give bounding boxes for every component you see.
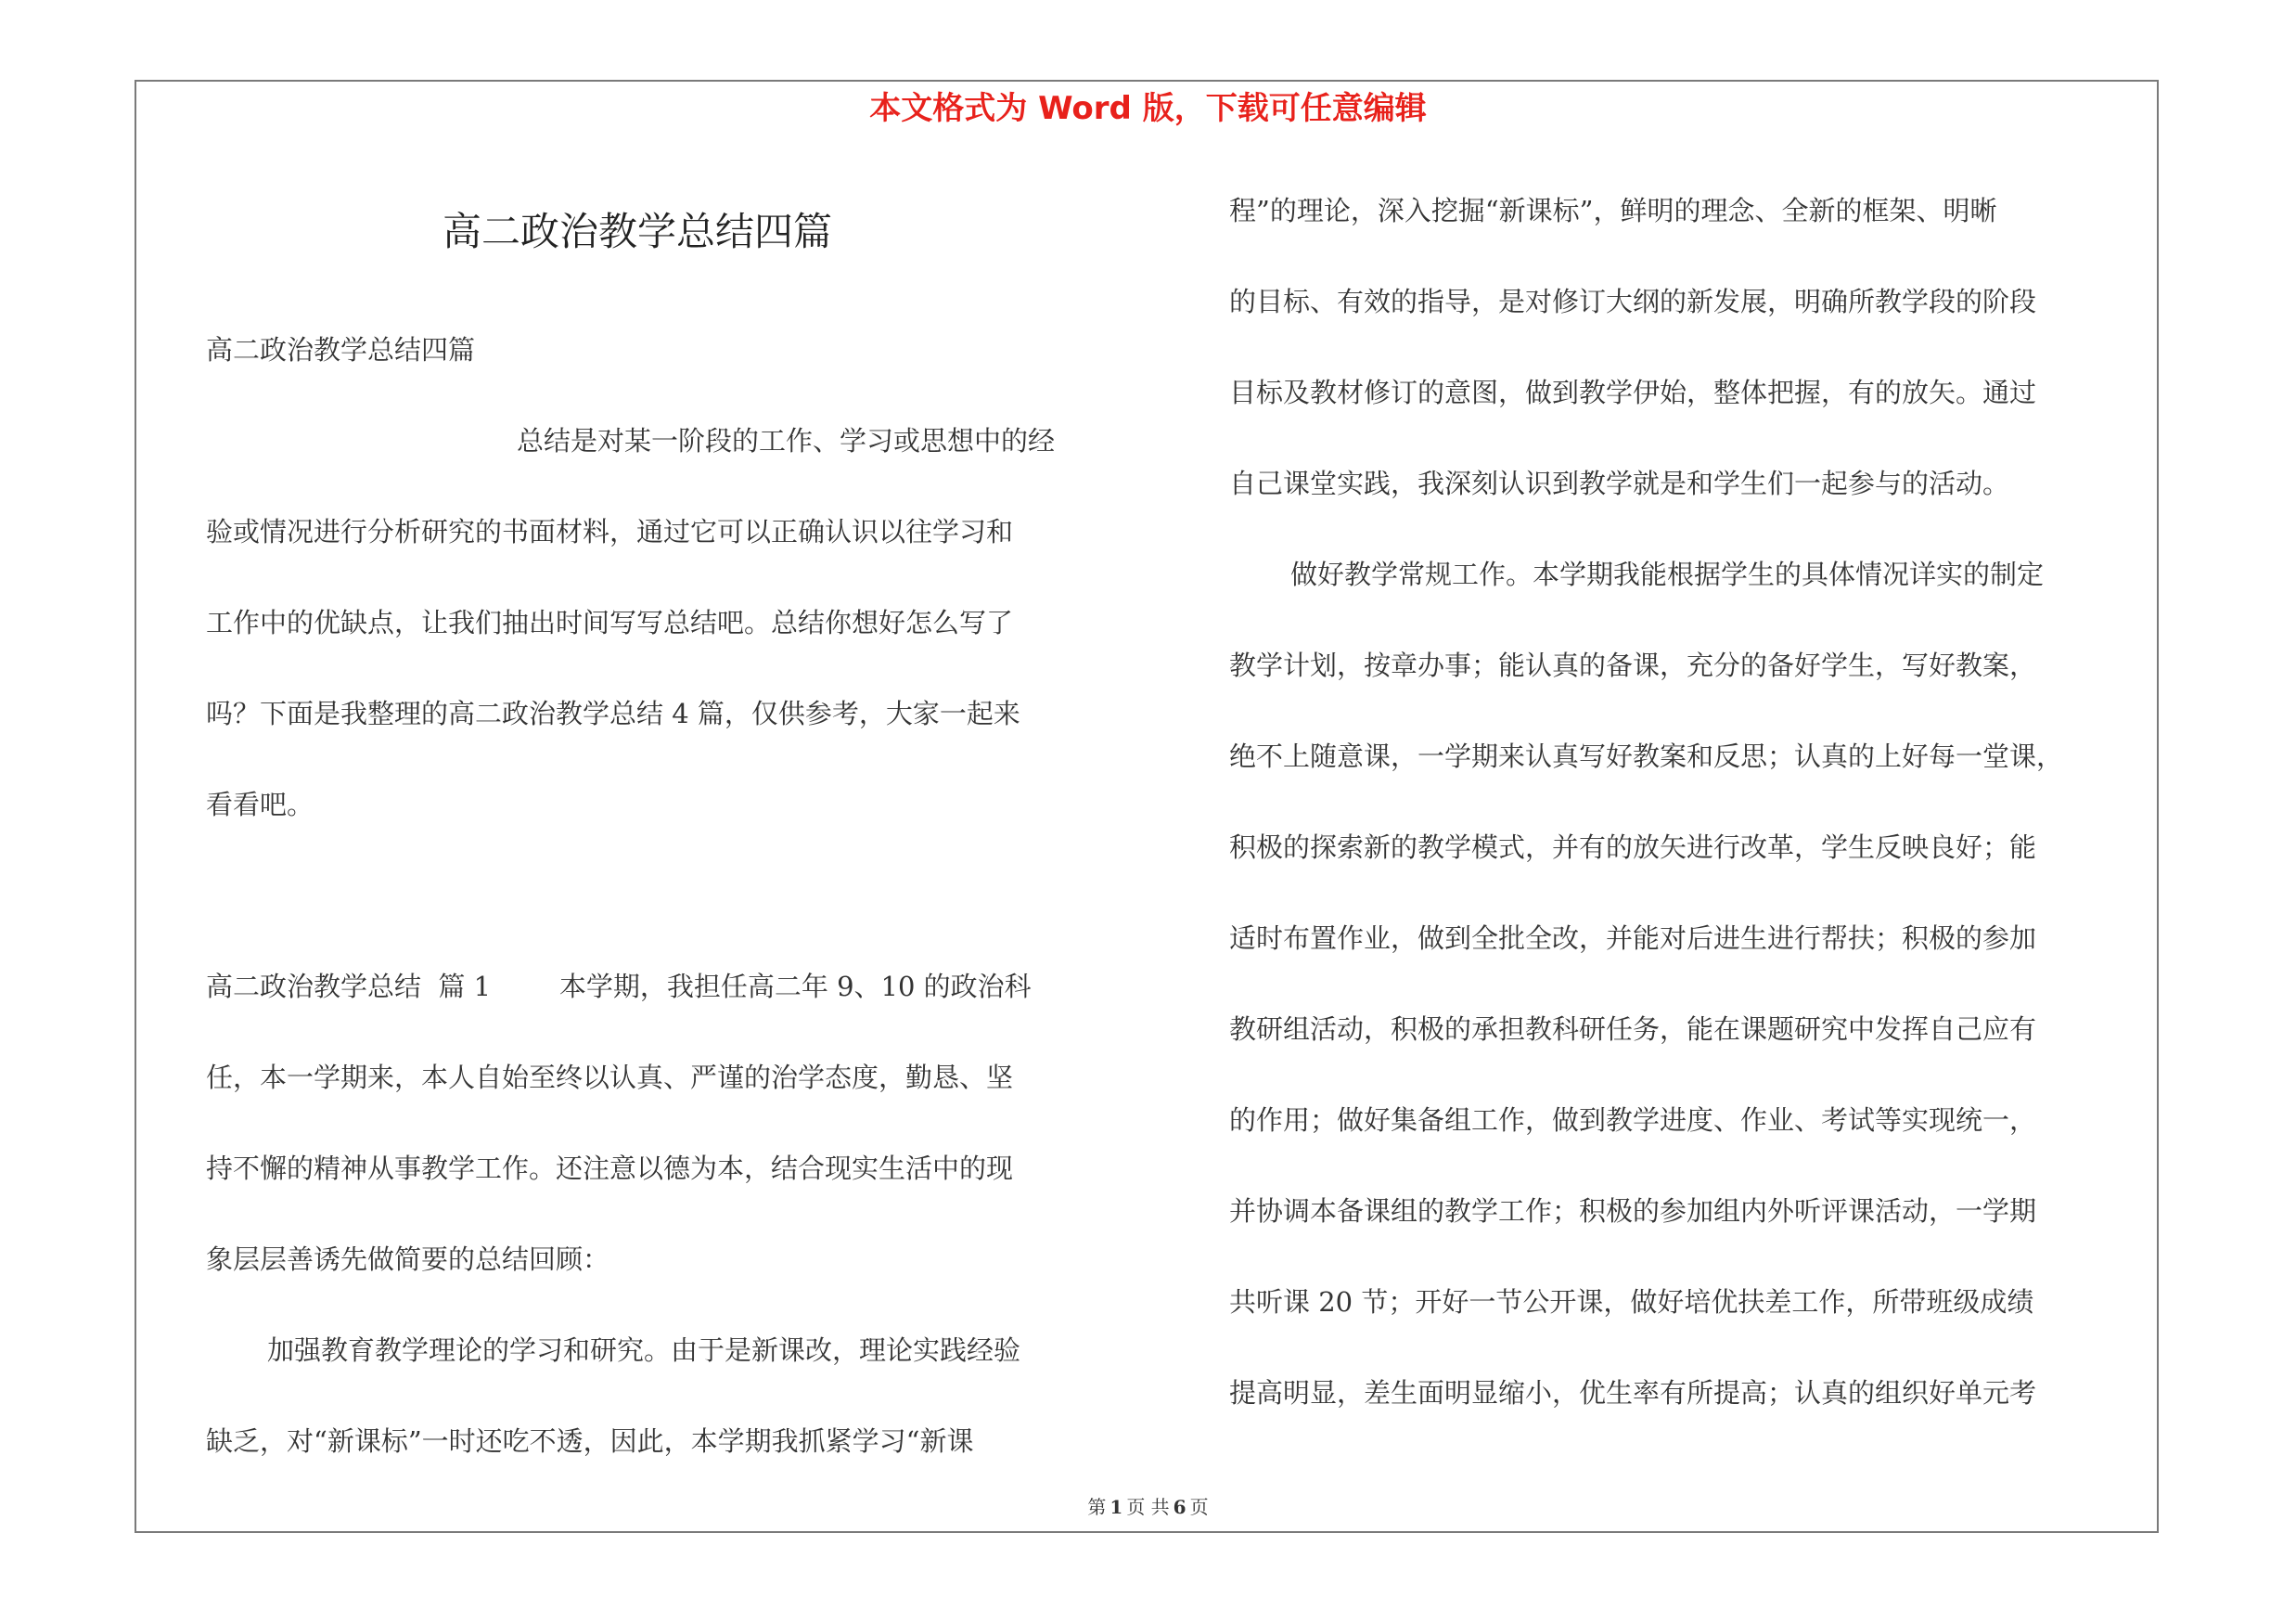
paragraph-line: 适时布置作业，做到全批全改，并能对后进生进行帮扶；积极的参加 (1229, 922, 2037, 954)
paragraph-line: 缺乏，对“新课标”一时还吃不透，因此，本学期我抓紧学习“新课 (206, 1425, 974, 1457)
paragraph-line: 提高明显，差生面明显缩小，优生率有所提高；认真的组织好单元考 (1229, 1377, 2037, 1409)
paragraph-line: 吗？下面是我整理的高二政治教学总结 4 篇，仅供参考，大家一起来 (206, 698, 1020, 729)
paragraph-line: 做好教学常规工作。本学期我能根据学生的具体情况详实的制定 (1290, 559, 2045, 590)
paragraph-line: 目标及教材修订的意图，做到教学伊始，整体把握，有的放矢。通过 (1229, 377, 2037, 408)
section-heading-line: 高二政治教学总结 篇 1 本学期，我担任高二年 9、10 的政治科 (206, 971, 1032, 1002)
paragraph-line: 加强教育教学理论的学习和研究。由于是新课改，理论实践经验 (267, 1334, 1021, 1366)
paragraph-line: 程”的理论，深入挖掘“新课标”，鲜明的理念、全新的框架、明晰 (1229, 195, 1997, 226)
footer-suffix: 页 (1189, 1496, 1209, 1518)
left-column (206, 304, 1134, 1487)
current-page-number: 1 (1110, 1496, 1123, 1518)
subtitle-line: 高二政治教学总结四篇 (206, 334, 476, 366)
paragraph-line: 教研组活动，积极的承担教科研任务，能在课题研究中发挥自己应有 (1229, 1013, 2037, 1045)
paragraph-line: 象层层善诱先做简要的总结回顾： (206, 1243, 610, 1275)
blank-line (206, 850, 1134, 941)
paragraph-line: 总结是对某一阶段的工作、学习或思想中的经 (517, 425, 1056, 457)
footer-prefix: 第 (1087, 1496, 1107, 1518)
paragraph-line: 教学计划，按章办事；能认真的备课，充分的备好学生，写好教案， (1229, 650, 2037, 681)
paragraph-line: 看看吧。 (206, 789, 314, 820)
document-title: 高二政治教学总结四篇 (442, 209, 832, 254)
paragraph-line: 自己课堂实践，我深刻认识到教学就是和学生们一起参与的活动。 (1229, 468, 2010, 499)
paragraph-line: 积极的探索新的教学模式，并有的放矢进行改革，学生反映良好；能 (1229, 831, 2037, 863)
paragraph-line: 的目标、有效的指导，是对修订大纲的新发展，明确所教学段的阶段 (1229, 286, 2037, 317)
right-column (1229, 165, 2157, 1438)
total-page-count: 6 (1173, 1496, 1186, 1518)
footer-middle: 页 共 (1126, 1496, 1170, 1518)
paragraph-line: 工作中的优缺点，让我们抽出时间写写总结吧。总结你想好怎么写了 (206, 607, 1014, 638)
paragraph-line: 共听课 20 节；开好一节公开课，做好培优扶差工作，所带班级成绩 (1229, 1286, 2034, 1318)
paragraph-line: 验或情况进行分析研究的书面材料，通过它可以正确认识以往学习和 (206, 516, 1014, 547)
paragraph-line: 任，本一学期来，本人自始至终以认真、严谨的治学态度，勤恳、坚 (206, 1062, 1014, 1093)
paragraph-line: 并协调本备课组的教学工作；积极的参加组内外听评课活动，一学期 (1229, 1195, 2037, 1227)
paragraph-line: 的作用；做好集备组工作，做到教学进度、作业、考试等实现统一， (1229, 1104, 2037, 1136)
paragraph-line: 绝不上随意课，一学期来认真写好教案和反思；认真的上好每一堂课， (1229, 741, 2064, 772)
page-footer (0, 1494, 2296, 1520)
paragraph-line: 持不懈的精神从事教学工作。还注意以德为本，结合现实生活中的现 (206, 1153, 1014, 1184)
editable-notice-banner: 本文格式为 Word 版，下载可任意编辑 (869, 90, 1427, 127)
